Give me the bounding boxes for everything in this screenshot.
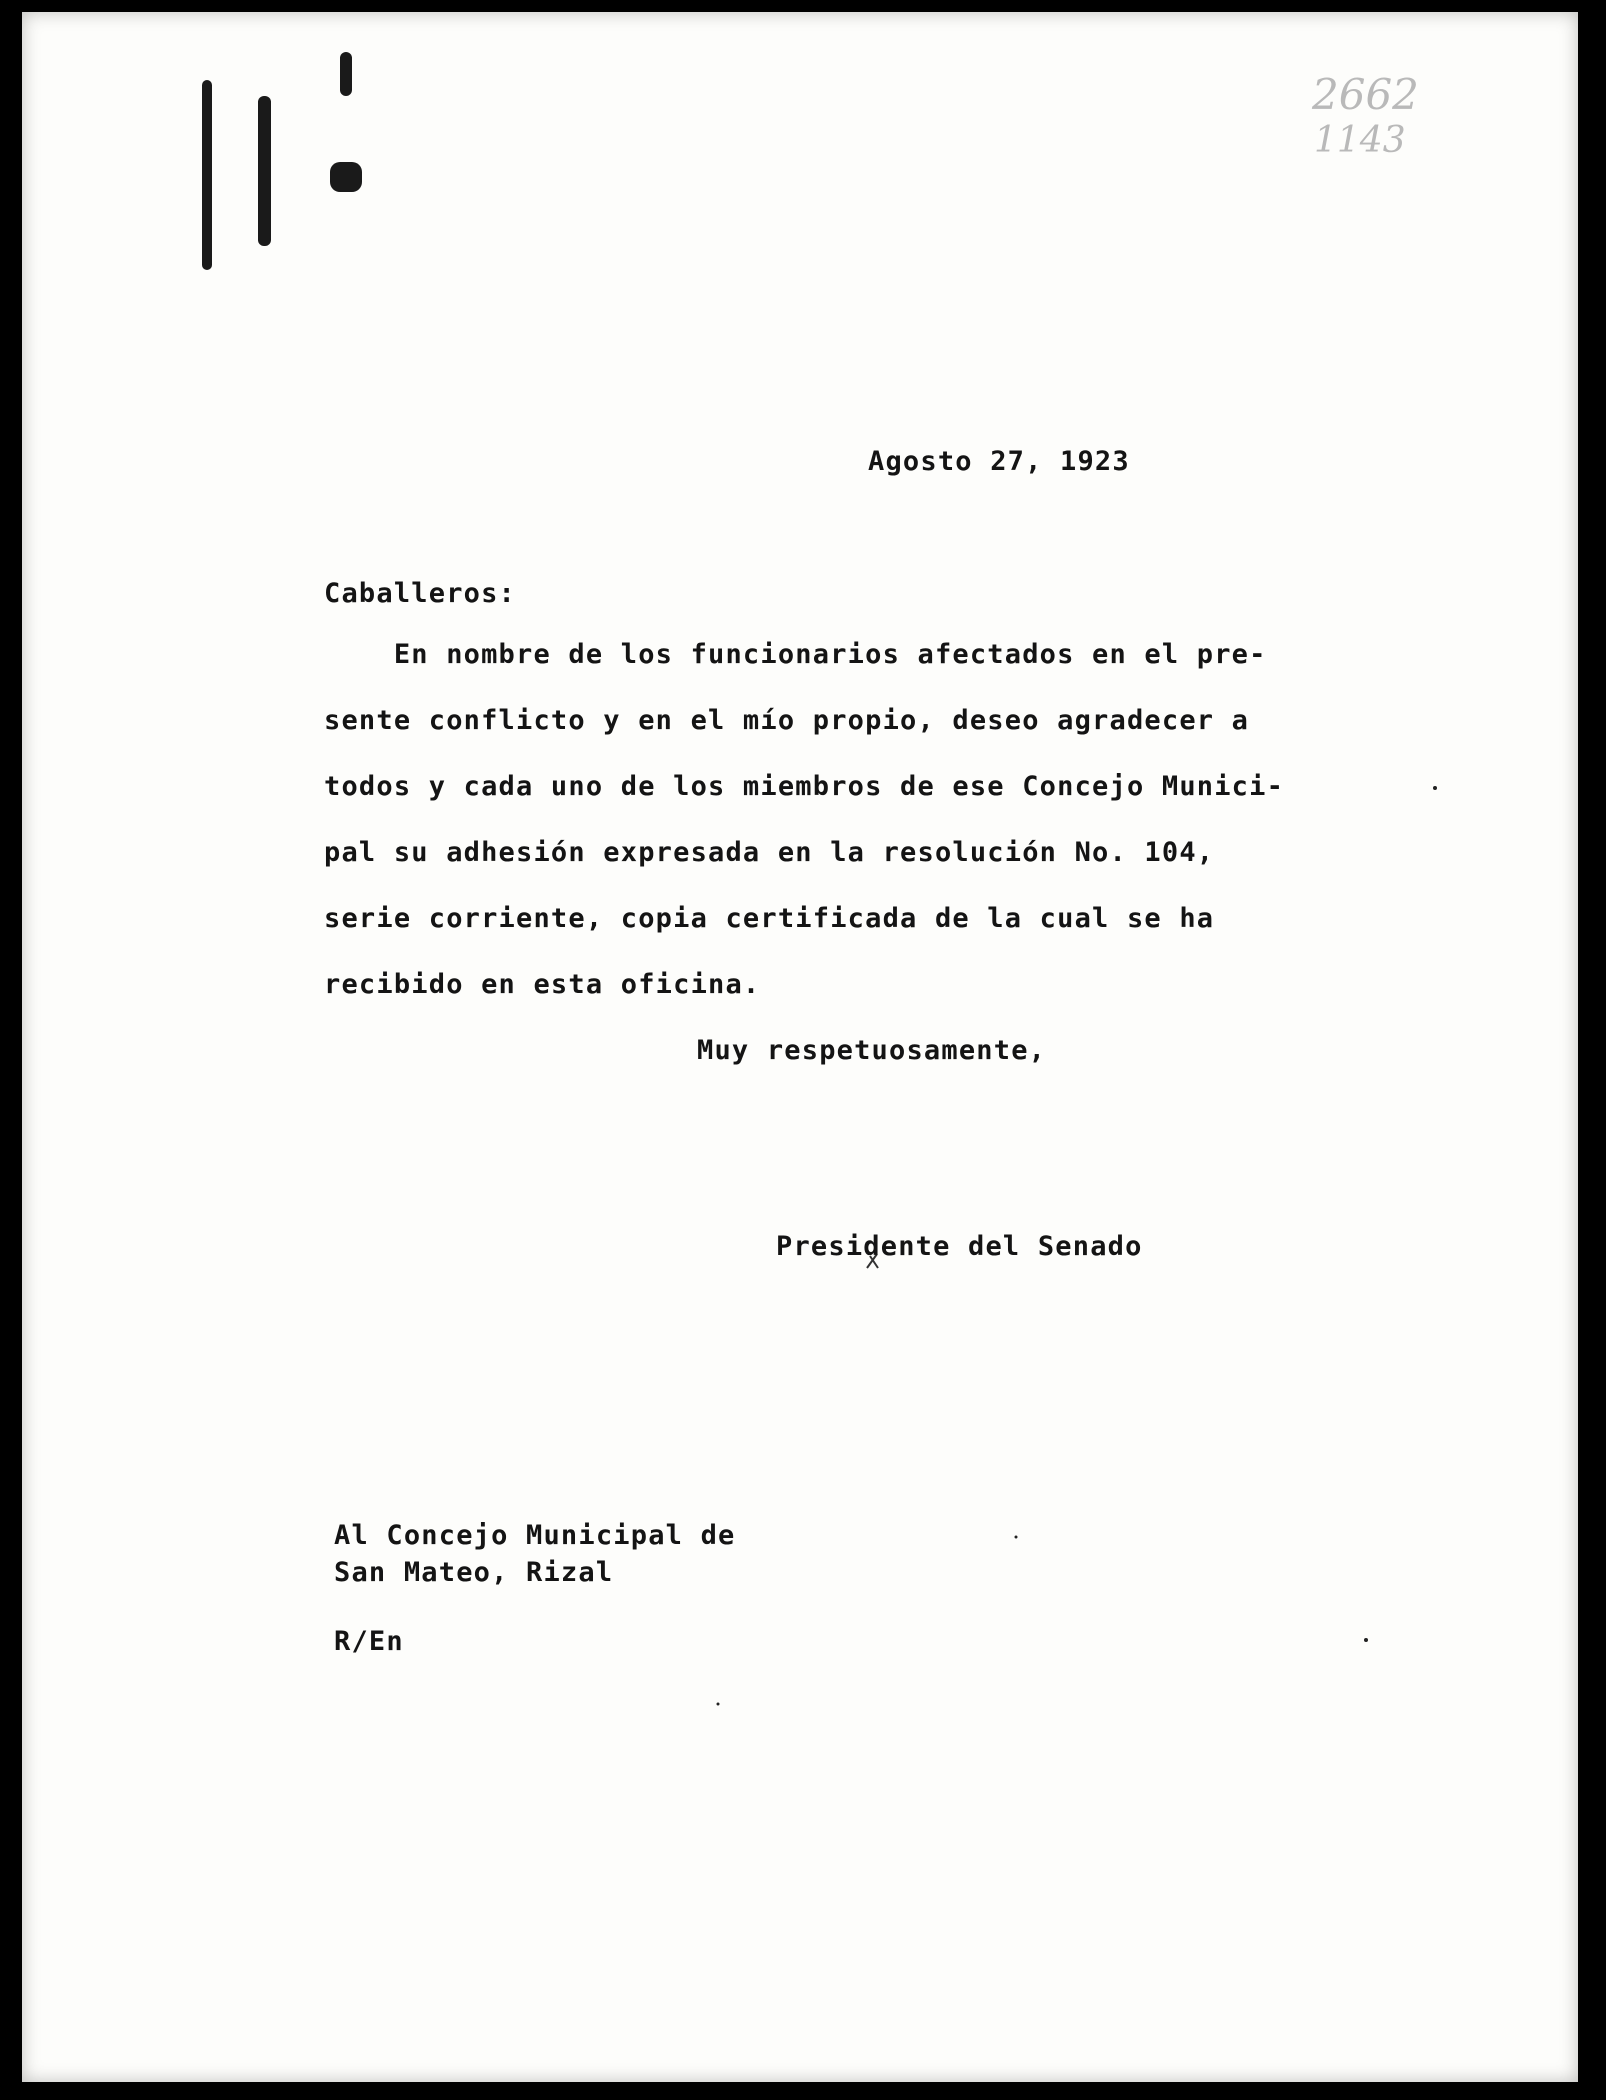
pencil-note-2: 1143 (1314, 120, 1406, 161)
addressee-line: San Mateo, Rizal (334, 1557, 614, 1588)
body-line: sente conflicto y en el mío propio, deseo agradecer a (324, 705, 1250, 736)
document-page (22, 12, 1578, 2082)
signature-title: Presidente del Senado (776, 1231, 1143, 1262)
body-line: todos y cada uno de los miembros de ese Concejo Munici- (324, 771, 1285, 802)
body-line: serie corriente, copia certificada de la cual se ha (324, 903, 1215, 934)
body-line: En nombre de los funcionarios afectados en el pre- (324, 639, 1267, 670)
body-line: recibido en esta oficina. (324, 969, 761, 1000)
letter-date: Agosto 27, 1923 (868, 446, 1130, 477)
letter-closing: Muy respetuosamente, (697, 1035, 1047, 1066)
letter-salutation: Caballeros: (324, 578, 517, 609)
reference-initials: R/En (334, 1626, 404, 1657)
addressee-line: Al Concejo Municipal de (334, 1520, 736, 1551)
body-line: pal su adhesión expresada en la resolución No. 104, (324, 837, 1215, 868)
pencil-note-1: 2662 (1312, 70, 1419, 119)
